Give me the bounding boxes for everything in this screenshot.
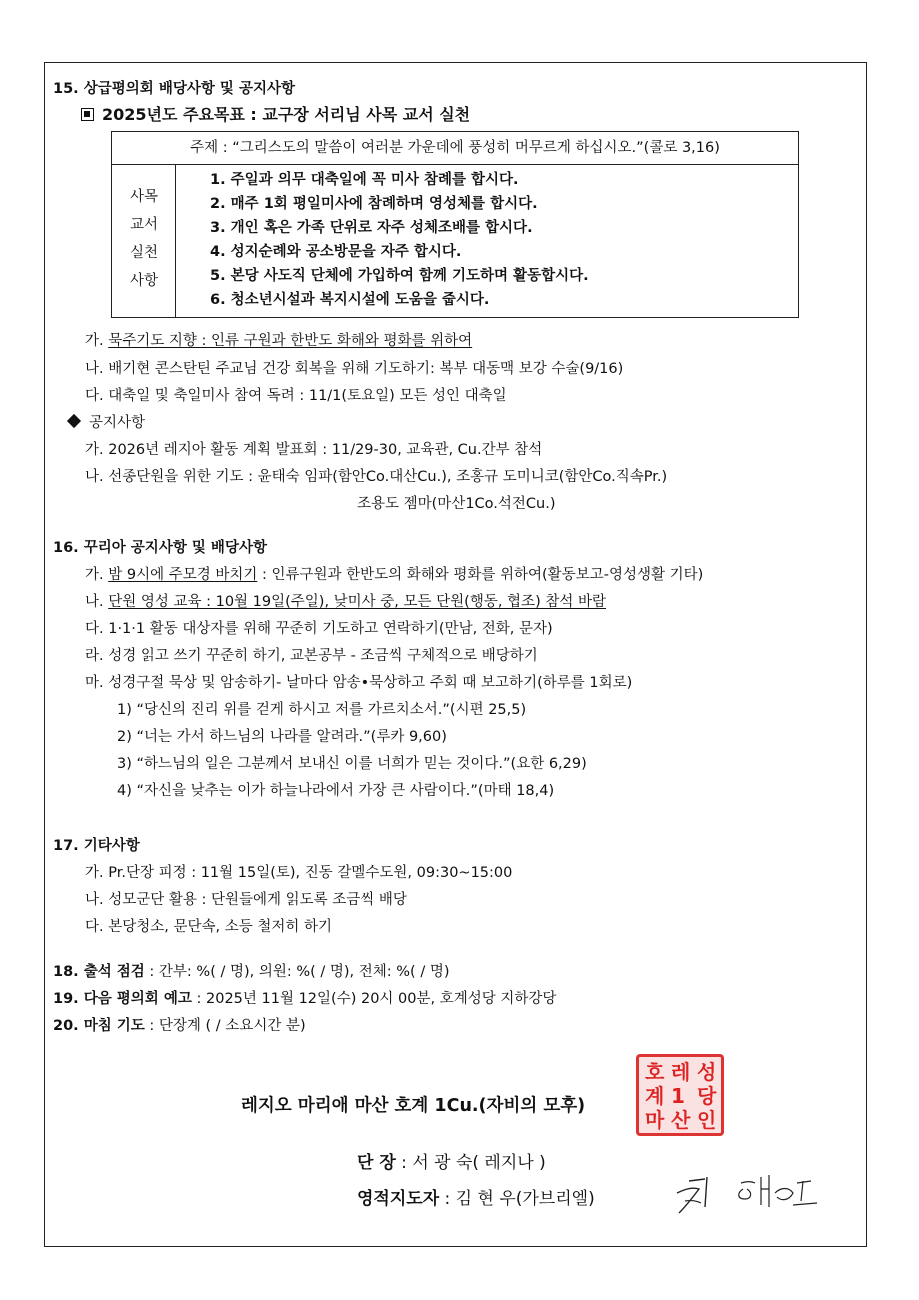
section-19 [53,989,556,1009]
s15-a-text: 묵주기도 지향 : 인류 구원과 한반도 화해와 평화를 위하여 [108,333,473,349]
notice-item-2-cont: 조용도 젬마(마산1Co.석전Cu.) [357,496,556,512]
section-18-label: 18. 출석 점검 [53,964,145,980]
seal-glyph: 호 [645,1060,665,1084]
s17-item-a: 가. Pr.단장 피정 : 11월 15일(토), 진동 갈멜수도원, 09:30~15:00 [85,865,513,881]
section-16-title: 16. 꾸리아 공지사항 및 배당사항 [53,540,267,556]
goal-item: 2. 매주 1회 평일미사에 참례하며 영성체를 합시다. [210,196,538,212]
verse-item: 1) “당신의 진리 위를 걷게 하시고 저를 가르치소서.”(시편 25,5) [117,702,527,718]
leader-separator: : [395,1153,413,1173]
goal-item: 3. 개인 혹은 가족 단위로 자주 성체조배를 합시다. [210,220,533,236]
goal-item: 6. 청소년시설과 복지시설에 도움을 줍시다. [210,292,490,308]
section-17-title: 17. 기타사항 [53,838,140,854]
s16-item-b [85,592,606,612]
section-20-text: : 단장계 ( / 소요시간 분) [144,1018,306,1034]
goal-item: 1. 주일과 의무 대축일에 꼭 미사 참례를 합시다. [210,172,519,188]
seal-glyph: 성 [697,1060,717,1084]
director-separator: : [439,1189,456,1209]
verse-item: 2) “너는 가서 하느님의 나라를 알려라.”(루카 9,60) [117,729,447,745]
s17-item-b: 나. 성모군단 활용 : 단원들에게 읽도록 조금씩 배당 [85,892,407,908]
goal-heading [81,105,470,125]
s17-item-c: 다. 본당청소, 문단속, 소등 철저히 하기 [85,919,332,935]
goal-item: 4. 성지순례와 공소방문을 자주 합시다. [210,244,462,260]
square-bullet-icon [81,108,94,121]
seal-glyph: 1 [671,1084,685,1108]
leader-line [357,1150,546,1176]
notice-item-2: 나. 선종단원을 위한 기도 : 윤태숙 임파(함안Co.대산Cu.), 조홍규 도미니코(함안Co.직속Pr.) [85,469,668,485]
goal-left-label-3: 실천 [129,245,158,261]
s16-item-d: 라. 성경 읽고 쓰기 꾸준히 하기, 교본공부 - 조금씩 구체적으로 배당하기 [85,648,538,664]
seal-glyph: 마 [645,1108,665,1132]
official-seal-stamp [636,1054,724,1136]
section-19-label: 19. 다음 평의회 예고 [53,991,192,1007]
director-label: 영적지도자 [357,1189,440,1209]
section-15-title: 15. 상급평의회 배당사항 및 공지사항 [53,81,295,97]
notice-heading [69,413,145,433]
section-18 [53,962,449,982]
notice-label: 공지사항 [89,415,146,431]
seal-glyph: 계 [645,1084,665,1108]
verse-item: 3) “하느님의 일은 그분께서 보내신 이를 너희가 믿는 것이다.”(요한 6,29) [117,756,587,772]
notice-item-1: 가. 2026년 레지아 활동 계획 발표회 : 11/29-30, 교육관, Cu.간부 참석 [85,442,543,458]
goal-left-label [112,165,176,318]
director-name: 김 현 우(가브리엘) [455,1189,595,1209]
goal-table [111,131,799,318]
goal-label: 2025년도 주요목표 : 교구장 서리님 사목 교서 실천 [102,105,471,124]
director-line [357,1186,595,1212]
organization-name: 레지오 마리애 마산 호계 1Cu.(자비의 모후) [241,1096,586,1116]
section-18-text: : 간부: %( / 명), 의원: %( / 명), 전체: %( / 명) [144,964,450,980]
section-20-label: 20. 마침 기도 [53,1018,145,1034]
document-page [44,62,867,1247]
handwritten-signature [671,1167,821,1219]
goal-left-label-1: 사목 [129,189,158,205]
s16-item-e: 마. 성경구절 묵상 및 암송하기- 날마다 암송•묵상하고 주회 때 보고하기(하루를 1회로) [85,675,633,691]
section-20 [53,1016,306,1036]
s15-item-c: 다. 대축일 및 축일미사 참여 독려 : 11/1(토요일) 모든 성인 대축일 [85,388,507,404]
goal-theme: 주제 : “그리스도의 말씀이 여러분 가운데에 풍성히 머무르게 하십시오.”(콜로 3,16) [112,132,798,165]
s16-a-rest: : 인류구원과 한반도의 화해와 평화를 위하여(활동보고-영성생활 기타) [257,567,704,583]
s15-a-prefix: 가. [85,333,109,349]
seal-glyph: 인 [697,1108,717,1132]
seal-glyph: 레 [671,1060,691,1084]
s15-item-a [85,331,472,351]
leader-label: 단 장 [357,1153,396,1173]
goal-left-label-2: 교서 [129,217,158,233]
s16-item-c: 다. 1·1·1 활동 대상자를 위해 꾸준히 기도하고 연락하기(만남, 전화, 문자) [85,621,553,637]
goal-left-label-4: 사항 [129,273,158,289]
s16-a-underlined: 밤 9시에 주모경 바치기 [108,567,258,583]
s15-item-b: 나. 배기현 콘스탄틴 주교님 건강 회복을 위해 기도하기: 복부 대동맥 보강 수술(9/16) [85,361,624,377]
leader-name: 서 광 숙( 레지나 ) [412,1153,546,1173]
seal-glyph: 산 [671,1108,691,1132]
s16-b-prefix: 나. [85,594,109,610]
diamond-bullet-icon [67,414,81,428]
verse-item: 4) “자신을 낮추는 이가 하늘나라에서 가장 큰 사람이다.”(마태 18,4) [117,783,555,799]
goal-item: 5. 본당 사도직 단체에 가입하여 함께 기도하며 활동합시다. [210,268,589,284]
s16-item-a [85,565,703,585]
seal-glyph: 당 [697,1084,717,1108]
s16-a-prefix: 가. [85,567,109,583]
s16-b-underlined: 단원 영성 교육 : 10월 19일(주일), 낮미사 중, 모든 단원(행동, 협조) 참석 바람 [108,594,606,610]
section-19-text: : 2025년 11월 12일(수) 20시 00분, 호계성당 지하강당 [191,991,557,1007]
